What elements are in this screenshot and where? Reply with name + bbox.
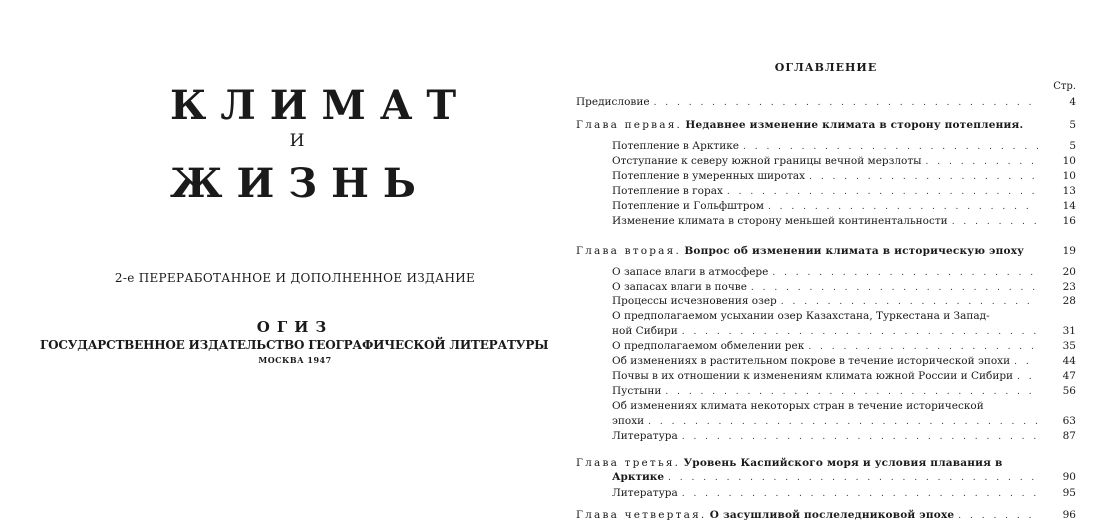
leader-dots — [682, 488, 1038, 501]
toc-entry-page: 96 — [1062, 509, 1076, 521]
leader-dots — [665, 386, 1038, 399]
toc-entry — [612, 355, 1076, 369]
chapter-title: Недавнее изменение климата в сторону потепления. — [685, 119, 1024, 131]
toc-entry — [612, 155, 1076, 169]
toc-entry-page: 56 — [1062, 385, 1076, 397]
book-title-line-2: И — [289, 131, 307, 151]
toc-entry — [612, 415, 1076, 429]
toc-entry-page: 20 — [1062, 266, 1076, 278]
toc-entry-label: О запасе влаги в атмосфере — [612, 266, 769, 278]
leader-dots — [926, 156, 1038, 169]
toc-entry-label: Литература — [612, 430, 678, 442]
city-and-year: МОСКВА 1947 — [258, 355, 332, 365]
toc-entry-label: О запасах влаги в почве — [612, 281, 747, 293]
toc-entry-page: 16 — [1062, 215, 1076, 227]
chapter-number: Глава третья. — [576, 457, 681, 469]
toc-entry-label: Об изменениях в растительном покрове в течение исторической эпохи — [612, 355, 1011, 367]
toc-entry-label: Пустыни — [612, 385, 662, 397]
toc-entry-page: 10 — [1062, 155, 1076, 167]
leader-dots — [727, 186, 1038, 199]
toc-chapter-1 — [576, 119, 1076, 133]
toc-entry-page: 5 — [1069, 119, 1076, 131]
chapter-title: Уровень Каспийского моря и условия плавания в — [683, 457, 1003, 469]
toc-chapter-2 — [576, 245, 1076, 259]
toc-entry — [612, 215, 1076, 229]
toc-entry-page: 28 — [1062, 295, 1076, 307]
chapter-title: Вопрос об изменении климата в историческую эпоху — [684, 245, 1025, 257]
toc-entry-label: эпохи — [612, 415, 645, 427]
toc-entry — [612, 140, 1076, 154]
toc-entry-label: Потепление и Гольфштром — [612, 200, 764, 212]
chapter-number: Глава четвертая. — [576, 509, 707, 521]
toc-entry-page: 10 — [1062, 170, 1076, 182]
leader-dots — [1017, 371, 1038, 384]
toc-entry — [612, 185, 1076, 199]
leader-dots — [751, 282, 1038, 295]
toc-entry-label: Процессы исчезновения озер — [612, 295, 777, 307]
chapter-number: Глава первая. — [576, 119, 683, 131]
toc-entry-label: Литература — [612, 487, 678, 499]
toc-entry-label: Потепление в горах — [612, 185, 723, 197]
toc-entry-label: Почвы в их отношении к изменениям климата южной России и Сибири — [612, 370, 1014, 382]
toc-entry-preface — [576, 96, 1076, 110]
leader-dots — [781, 296, 1038, 309]
toc-entry — [612, 170, 1076, 184]
leader-dots — [682, 326, 1038, 339]
leader-dots — [682, 431, 1038, 444]
toc-entry-page: 19 — [1062, 245, 1076, 257]
toc-chapter-4 — [576, 509, 1076, 523]
toc-entry — [612, 295, 1076, 309]
toc-entry — [612, 200, 1076, 214]
toc-entry-label: О предполагаемом обмелении рек — [612, 340, 805, 352]
toc-entry — [612, 340, 1076, 354]
toc-entry — [612, 281, 1076, 295]
toc-entry-label: Предисловие — [576, 96, 650, 108]
leader-dots — [668, 472, 1038, 485]
toc-entry-page: 47 — [1062, 370, 1076, 382]
toc-entry-page: 23 — [1062, 281, 1076, 293]
toc-entry-page: 44 — [1062, 355, 1076, 367]
toc-entry-page: 63 — [1062, 415, 1076, 427]
toc-entry-page: 35 — [1062, 340, 1076, 352]
toc-entry-page: 5 — [1069, 140, 1076, 152]
toc-entry — [612, 430, 1076, 444]
leader-dots — [952, 216, 1038, 229]
toc-chapter-3-continued — [612, 471, 1076, 485]
toc-entry-page: 14 — [1062, 200, 1076, 212]
chapter-title: О засушливой послеледниковой эпохе — [709, 509, 955, 521]
book-title-line-3: ЖИЗНЬ — [170, 160, 430, 207]
toc-chapter-3 — [576, 457, 1076, 470]
toc-entry-page: 87 — [1062, 430, 1076, 442]
toc-entry — [612, 487, 1076, 501]
book-title-line-1: КЛИМАТ — [170, 82, 471, 129]
leader-dots — [743, 141, 1038, 154]
leader-dots — [654, 97, 1038, 110]
toc-entry-page: 13 — [1062, 185, 1076, 197]
toc-entry-label: Потепление в Арктике — [612, 140, 739, 152]
leader-dots — [648, 416, 1038, 429]
toc-entry-label-line-1: Об изменениях климата некоторых стран в течение исторической — [612, 400, 984, 412]
chapter-title-line-2: Арктике — [612, 471, 665, 483]
chapter-number: Глава вторая. — [576, 245, 681, 257]
contents-heading: ОГЛАВЛЕНИЕ — [774, 61, 878, 74]
toc-entry — [612, 325, 1076, 339]
leader-dots — [768, 201, 1038, 214]
leader-dots — [772, 267, 1038, 280]
leader-dots — [809, 171, 1038, 184]
publisher-abbrev: ОГИЗ — [256, 318, 334, 336]
toc-entry-label: Отступание к северу южной границы вечной мерзлоты — [612, 155, 922, 167]
toc-entry-page: 31 — [1062, 325, 1076, 337]
leader-dots — [808, 341, 1038, 354]
toc-entry-label: ной Сибири — [612, 325, 678, 337]
toc-entry-page: 95 — [1062, 487, 1076, 499]
leader-dots — [1014, 356, 1038, 369]
leader-dots — [958, 510, 1038, 523]
toc-entry-page: 4 — [1069, 96, 1076, 108]
publisher-full-name: ГОСУДАРСТВЕННОЕ ИЗДАТЕЛЬСТВО ГЕОГРАФИЧЕСКОЙ ЛИТЕРАТУРЫ — [40, 338, 549, 352]
page-column-label: Стр. — [1053, 81, 1076, 92]
toc-entry-page: 90 — [1062, 471, 1076, 483]
toc-entry — [612, 370, 1076, 384]
toc-entry — [612, 266, 1076, 280]
toc-entry — [612, 385, 1076, 399]
toc-entry-label: Изменение климата в сторону меньшей континентальности — [612, 215, 948, 227]
toc-entry-label-line-1: О предполагаемом усыхании озер Казахстана, Туркестана и Запад- — [612, 310, 990, 322]
toc-entry-label: Потепление в умеренных широтах — [612, 170, 806, 182]
edition-note: 2-е ПЕРЕРАБОТАННОЕ И ДОПОЛНЕННОЕ ИЗДАНИЕ — [114, 271, 476, 285]
